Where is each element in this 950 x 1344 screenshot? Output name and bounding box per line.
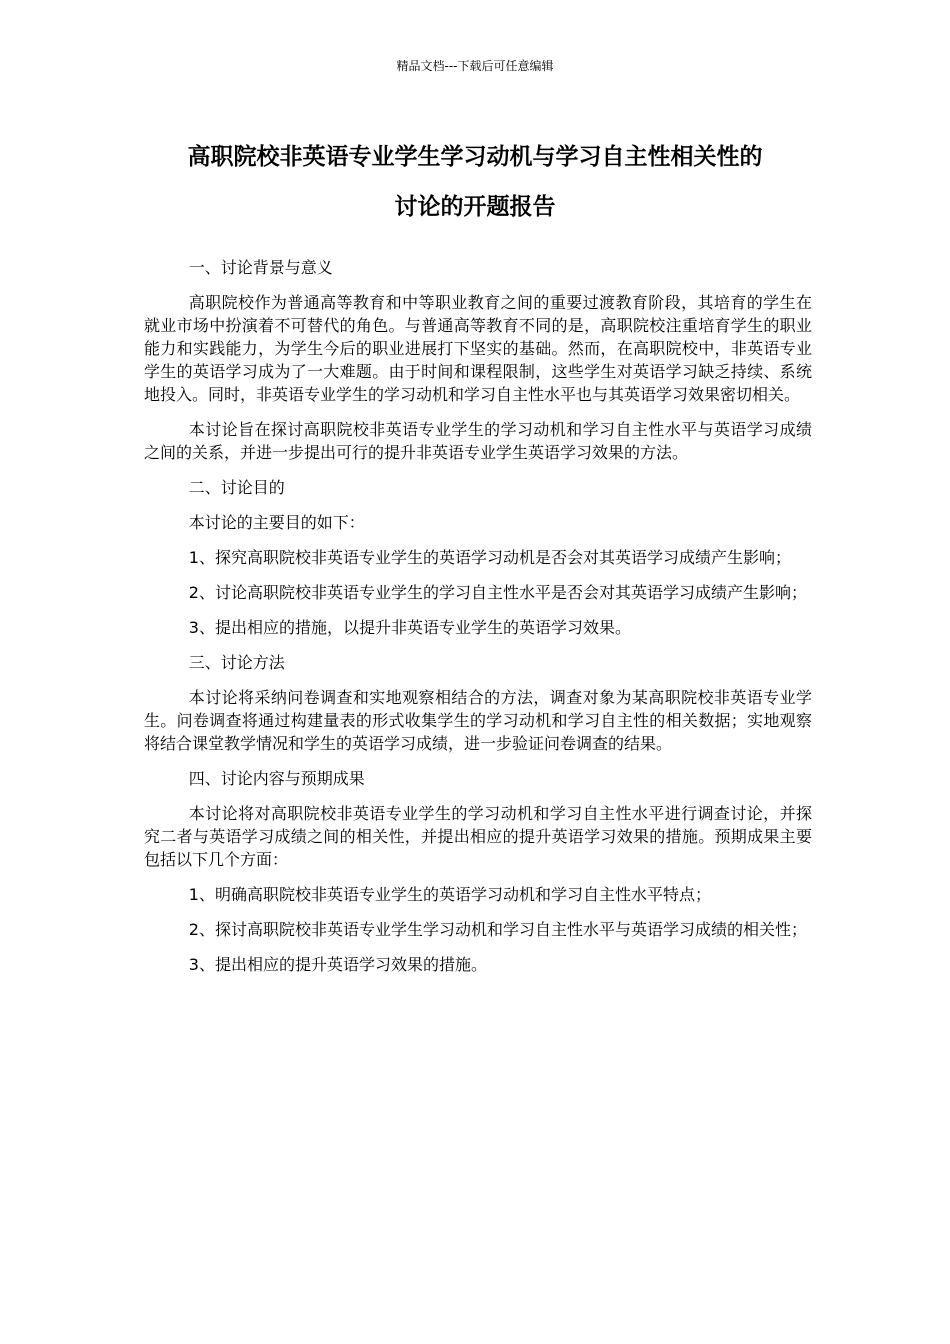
section-heading-content-outcomes: 四、讨论内容与预期成果 [188,769,365,788]
document-body [144,256,812,988]
list-item-objective-3: 3、提出相应的措施，以提升非英语专业学生的英语学习效果。 [188,618,631,637]
title-line-1: 高职院校非英语专业学生学习动机与学习自主性相关性的 [187,144,763,170]
list-item-outcome-3: 3、提出相应的提升英语学习效果的措施。 [188,955,487,974]
section-heading-methods: 三、讨论方法 [188,653,285,672]
paragraph-methods: 本讨论将采纳问卷调查和实地观察相结合的方法，调查对象为某高职院校非英语专业学生。问卷调查将通过构建量表的形式收集学生的学习动机和学习自主性的相关数据；实地观察将结合课堂教学情况和学生的英语学习成绩，进一步验证问卷调查的结果。 [144,688,812,753]
paragraph-purpose-statement: 本讨论旨在探讨高职院校非英语专业学生的学习动机和学习自主性水平与英语学习成绩之间的关系，并进一步提出可行的提升非英语专业学生英语学习效果的方法。 [144,420,812,462]
paragraph-content-outcomes: 本讨论将对高职院校非英语专业学生的学习动机和学习自主性水平进行调查讨论，并探究二者与英语学习成绩之间的相关性，并提出相应的提升英语学习效果的措施。预期成果主要包括以下几个方面： [144,804,812,869]
title-line-2: 讨论的开题报告 [394,194,556,220]
list-item-objective-1: 1、探究高职院校非英语专业学生的英语学习动机是否会对其英语学习成绩产生影响； [188,548,791,567]
list-item-objective-2: 2、讨论高职院校非英语专业学生的学习自主性水平是否会对其英语学习成绩产生影响； [188,583,807,602]
section-heading-objectives: 二、讨论目的 [188,478,285,497]
document-title [145,132,805,232]
paragraph-background: 高职院校作为普通高等教育和中等职业教育之间的重要过渡教育阶段，其培育的学生在就业市场中扮演着不可替代的角色。与普通高等教育不同的是，高职院校注重培育学生的职业能力和实践能力，为学生今后的职业进展打下坚实的基础。然而，在高职院校中，非英语专业学生的英语学习成为了一大难题。由于时间和课程限制，这些学生对英语学习缺乏持续、系统地投入。同时，非英语专业学生的学习动机和学习自主性水平也与其英语学习效果密切相关。 [144,293,812,404]
list-item-outcome-1: 1、明确高职院校非英语专业学生的英语学习动机和学习自主性水平特点； [188,885,711,904]
section-heading-background: 一、讨论背景与意义 [188,258,333,277]
list-item-outcome-2: 2、探讨高职院校非英语专业学生学习动机和学习自主性水平与英语学习成绩的相关性； [188,920,807,939]
page-header: 精品文档---下载后可任意编辑 [396,59,554,73]
paragraph-objectives-intro: 本讨论的主要目的如下： [188,513,365,532]
